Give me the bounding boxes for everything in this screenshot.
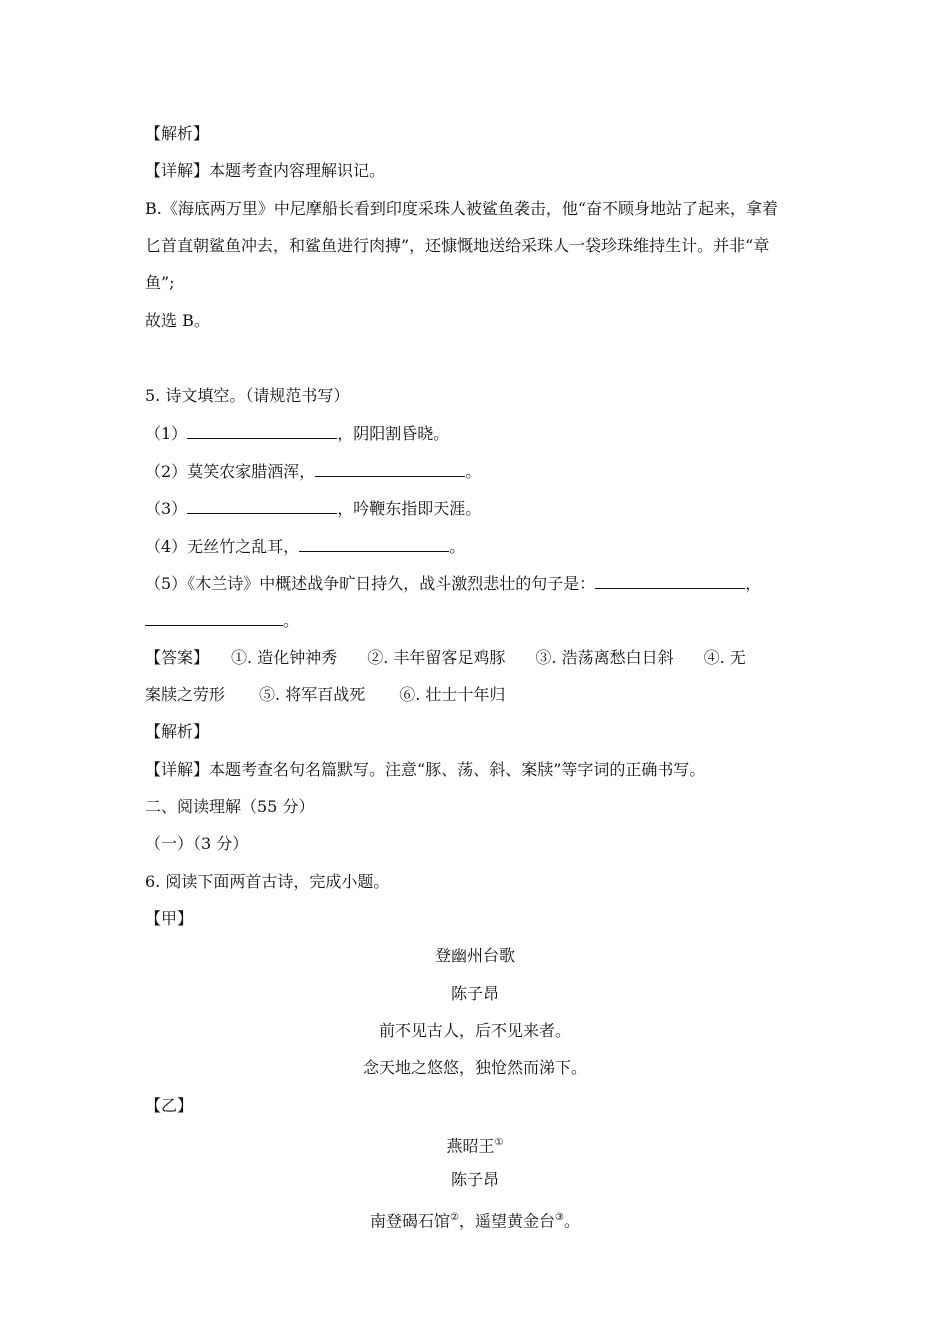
poem-jia-line-2: 念天地之悠悠，独怆然而涕下。 (362, 1058, 587, 1077)
q5-xiangjie-line (145, 760, 705, 780)
poem-yi-line-1 (0, 1208, 950, 1231)
answer-label: 【答案】 (145, 648, 210, 667)
q5-title: 5. 诗文填空。（请规范书写） (145, 386, 350, 405)
body-line-2: 匕首直朝鲨鱼冲去，和鲨鱼进行肉搏”，还慷慨地送给采珠人一袋珍珠维持生计。并非“章 (145, 236, 770, 255)
footnote-marker: ② (450, 1212, 459, 1223)
xiangjie-text: 本题考查名句名篇默写。注意“豚、荡、斜、案牍”等字词的正确书写。 (209, 760, 706, 779)
item-text: 无丝竹之乱耳， (187, 537, 300, 556)
item-text: 。 (449, 537, 466, 556)
xiangjie-text: 本题考查内容理解识记。 (209, 161, 386, 180)
item-number: （4） (145, 537, 188, 556)
q5-item-5-cont (145, 610, 299, 631)
item-text: ， (745, 574, 762, 593)
answer-blank (145, 610, 283, 626)
answer-blank (315, 461, 465, 477)
poem-yi-title: 燕昭王 (446, 1136, 495, 1156)
answer-item: ⑥. 壮士十年归 (399, 685, 506, 704)
footnote-marker: ③ (555, 1212, 564, 1223)
poem-jia-label: 【甲】 (145, 909, 194, 928)
answer-blank (299, 536, 449, 552)
poem-yi-title-line (0, 1133, 950, 1156)
poem-yi-label: 【乙】 (145, 1096, 194, 1115)
item-number: （1） (145, 424, 188, 443)
item-number: （3） (145, 499, 188, 518)
answer-item: 案牍之劳形 (145, 685, 226, 704)
answer-item: ①. 造化钟神秀 (231, 648, 338, 667)
jiexi-label: 【解析】 (145, 124, 210, 143)
section-heading: 二、阅读理解（55 分） (145, 797, 315, 816)
q5-item-3 (145, 498, 481, 519)
item-text: ，吟鞭东指即天涯。 (337, 499, 482, 518)
body-line-3: 鱼”; (145, 273, 175, 292)
answer-item: ②. 丰年留客足鸡豚 (367, 648, 506, 667)
body-line-1: B.《海底两万里》中尼摩船长看到印度采珠人被鲨鱼袭击，他“奋不顾身地站了起来，拿着 (145, 199, 779, 218)
poem-jia-line-1: 前不见古人，后不见来者。 (378, 1021, 571, 1040)
q5-item-1 (145, 423, 449, 444)
answer-line-1 (145, 648, 746, 668)
poem-jia-title: 登幽州台歌 (434, 946, 515, 965)
footnote-marker: ① (494, 1137, 504, 1148)
poem-text: 南登碣石馆 (370, 1211, 451, 1231)
subsection-heading: （一）（3 分） (145, 834, 249, 853)
item-number: （5） (145, 574, 188, 593)
poem-text: 。 (563, 1211, 580, 1231)
xiangjie-label: 【详解】 (145, 760, 210, 779)
answer-blank (187, 498, 337, 514)
poem-jia-author: 陈子昂 (450, 984, 499, 1003)
q5-item-2 (145, 461, 481, 482)
item-text: 《木兰诗》中概述战争旷日持久，战斗激烈悲壮的句子是： (187, 574, 596, 593)
conclusion: 故选 B。 (145, 311, 210, 330)
answer-item: ⑤. 将军百战死 (259, 685, 366, 704)
xiangjie-label: 【详解】 (145, 161, 210, 180)
xiangjie-line (145, 161, 385, 181)
answer-line-2 (145, 685, 505, 705)
answer-item: ④. 无 (703, 648, 746, 667)
item-number: （2） (145, 462, 188, 481)
answer-blank (187, 423, 337, 439)
answer-blank (595, 573, 745, 589)
answer-item: ③. 浩荡离愁白日斜 (535, 648, 674, 667)
q5-item-4 (145, 536, 465, 557)
item-text: ，阴阳割昏晓。 (337, 424, 450, 443)
item-text: 。 (465, 462, 482, 481)
q6-title: 6. 阅读下面两首古诗，完成小题。 (145, 872, 390, 891)
poem-text: ，遥望黄金台 (458, 1211, 555, 1231)
q5-jiexi-label: 【解析】 (145, 722, 210, 741)
q5-item-5 (145, 573, 761, 594)
item-text: 莫笑农家腊酒浑， (187, 462, 316, 481)
item-text: 。 (283, 611, 300, 630)
poem-yi-author: 陈子昂 (450, 1170, 499, 1189)
